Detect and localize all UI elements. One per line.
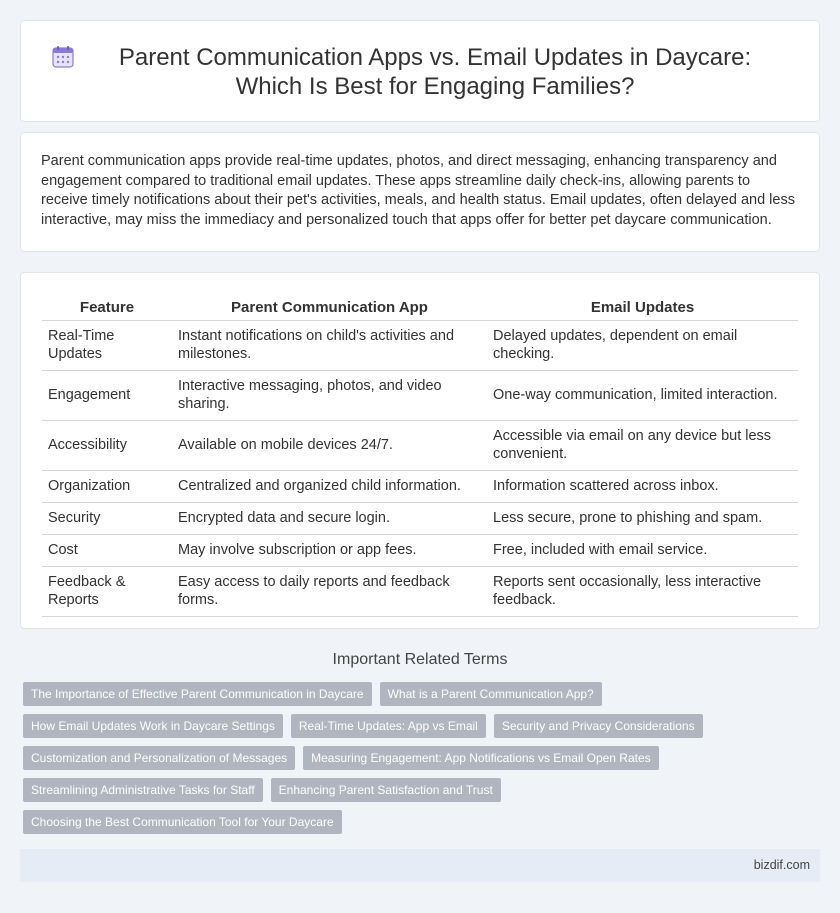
related-term-link[interactable]: Real-Time Updates: App vs Email	[291, 714, 486, 738]
row-email: Information scattered across inbox.	[487, 471, 798, 503]
header-email: Email Updates	[487, 297, 798, 321]
header-feature: Feature	[42, 297, 172, 321]
row-app: Interactive messaging, photos, and video sharing.	[172, 371, 487, 421]
page-title: Parent Communication Apps vs. Email Updates in Daycare: Which Is Best for Engaging Families?	[118, 44, 752, 100]
table-row	[42, 535, 798, 567]
row-email: Free, included with email service.	[487, 535, 798, 567]
related-terms-heading: Important Related Terms	[332, 651, 508, 668]
row-feature: Organization	[42, 471, 172, 503]
table-row	[42, 371, 798, 421]
table-row	[42, 321, 798, 371]
table-row	[42, 421, 798, 471]
row-app: May involve subscription or app fees.	[172, 535, 487, 567]
related-term-link[interactable]: Enhancing Parent Satisfaction and Trust	[271, 778, 501, 802]
table-row	[42, 503, 798, 535]
row-email: Accessible via email on any device but less convenient.	[487, 421, 798, 471]
row-app: Centralized and organized child information.	[172, 471, 487, 503]
row-email: One-way communication, limited interaction.	[487, 371, 798, 421]
related-terms-list	[23, 682, 813, 834]
table-row	[42, 567, 798, 617]
row-feature: Accessibility	[42, 421, 172, 471]
footer-brand-link[interactable]: bizdif.com	[753, 858, 810, 872]
row-feature: Feedback & Reports	[42, 567, 172, 617]
summary-text: Parent communication apps provide real-time updates, photos, and direct messaging, enhancing transparency and engagement compared to traditional email updates. These apps streamline daily check-ins, allowing parents to receive timely notifications about their pet's activities, meals, and health status. Email updates, often delayed and less interactive, may miss the immediacy and personalized touch that apps offer for better pet daycare communication.	[41, 153, 795, 228]
related-term-link[interactable]: How Email Updates Work in Daycare Settings	[23, 714, 283, 738]
related-term-link[interactable]: Security and Privacy Considerations	[494, 714, 703, 738]
title-card	[20, 20, 820, 122]
row-feature: Real-Time Updates	[42, 321, 172, 371]
row-app: Easy access to daily reports and feedback forms.	[172, 567, 487, 617]
row-app: Instant notifications on child's activities and milestones.	[172, 321, 487, 371]
row-feature: Cost	[42, 535, 172, 567]
row-app: Encrypted data and secure login.	[172, 503, 487, 535]
title-wrap	[21, 43, 819, 101]
footer	[20, 849, 820, 882]
summary-card	[20, 132, 820, 252]
comparison-table	[42, 297, 798, 617]
row-email: Delayed updates, dependent on email checking.	[487, 321, 798, 371]
row-feature: Engagement	[42, 371, 172, 421]
table-header-row	[42, 297, 798, 321]
row-email: Less secure, prone to phishing and spam.	[487, 503, 798, 535]
related-term-link[interactable]: Customization and Personalization of Messages	[23, 746, 295, 770]
table-row	[42, 471, 798, 503]
related-term-link[interactable]: What is a Parent Communication App?	[380, 682, 602, 706]
related-term-link[interactable]: The Importance of Effective Parent Communication in Daycare	[23, 682, 372, 706]
row-app: Available on mobile devices 24/7.	[172, 421, 487, 471]
comparison-card	[20, 272, 820, 629]
header-app: Parent Communication App	[172, 297, 487, 321]
related-term-link[interactable]: Streamlining Administrative Tasks for Staff	[23, 778, 263, 802]
related-term-link[interactable]: Choosing the Best Communication Tool for Your Daycare	[23, 810, 342, 834]
related-term-link[interactable]: Measuring Engagement: App Notifications vs Email Open Rates	[303, 746, 659, 770]
row-feature: Security	[42, 503, 172, 535]
row-email: Reports sent occasionally, less interactive feedback.	[487, 567, 798, 617]
